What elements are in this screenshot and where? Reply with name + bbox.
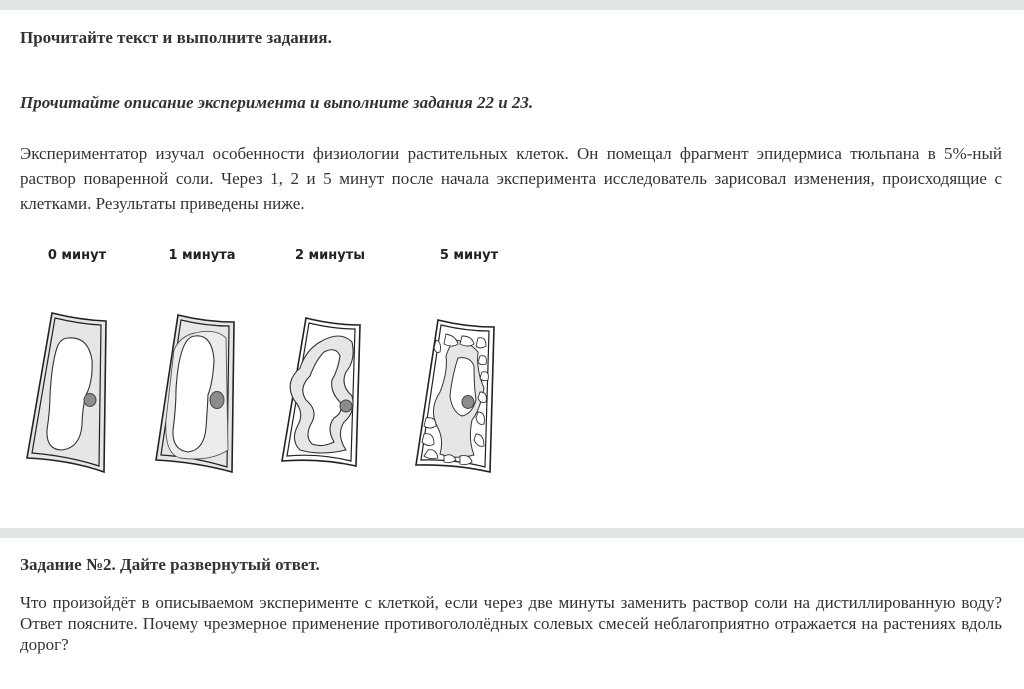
top-divider-bar (0, 0, 1024, 10)
cell-5-minutes (416, 320, 494, 472)
figure-label-3: 5 минут (439, 248, 499, 263)
figure-label-0: 0 минут (47, 248, 107, 263)
section-divider-bar (0, 528, 1024, 538)
section-heading: Прочитайте текст и выполните задания. (20, 28, 332, 47)
figure-label-1: 1 минута (168, 248, 236, 263)
task-title: Задание №2. Дайте развернутый ответ. (20, 555, 320, 574)
cell-1-minute (156, 315, 234, 472)
cells-figure (0, 300, 540, 485)
experiment-description: Экспериментатор изучал особенности физиологии растительных клеток. Он помещал фрагмент эпидермиса тюльпана в 5%-ный раствор поваренной соли. Через 1, 2 и 5 минут после начала эксперимента исследователь зарисовал изменения, происходящие с клетками. Результаты приведены ниже. (20, 144, 1002, 213)
figure-label-2: 2 минуты (294, 248, 366, 263)
cell-2-minutes (282, 318, 360, 466)
cell-0-minutes (27, 313, 106, 472)
experiment-heading: Прочитайте описание эксперимента и выполните задания 22 и 23. (20, 93, 534, 112)
task-question: Что произойдёт в описываемом эксперименте с клеткой, если через две минуты заменить раствор соли на дистиллированную воду? Ответ поясните. Почему чрезмерное применение противогололёдных солевых смесей неблагоприятно отражается на растениях вдоль дорог? (20, 593, 1002, 654)
